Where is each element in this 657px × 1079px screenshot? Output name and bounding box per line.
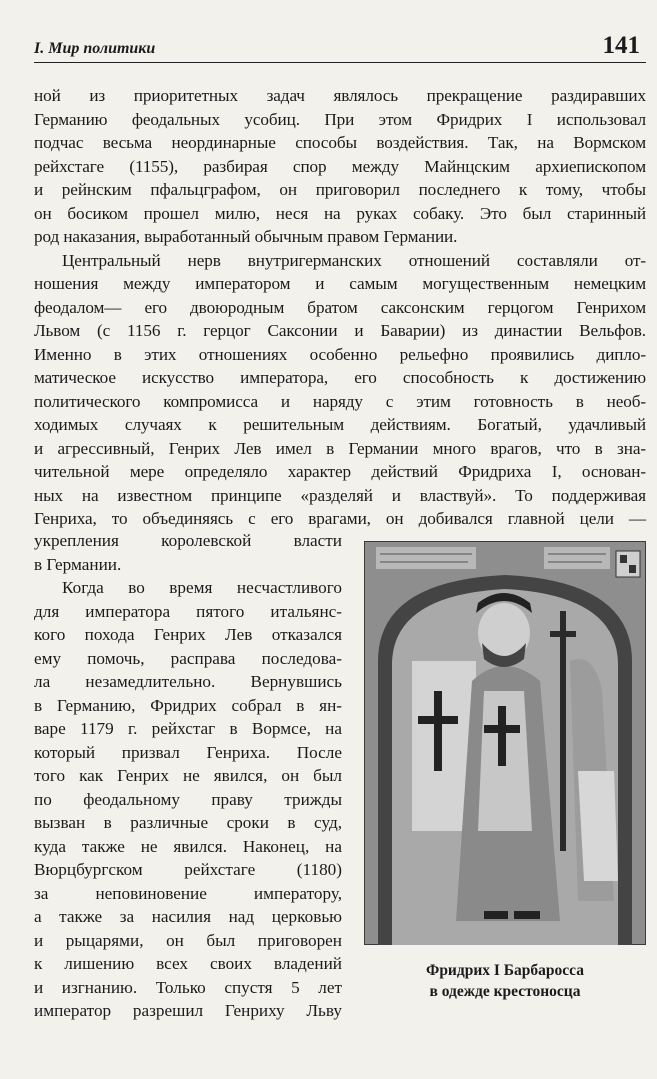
- text-line: а также за насилия над церковью: [34, 907, 342, 926]
- text-line: куда также не явился. Наконец, на: [34, 836, 342, 856]
- text-line: в Германии.: [34, 554, 122, 574]
- text-line: по феодальному праву трижды: [34, 789, 342, 809]
- inscription-left: [376, 547, 476, 569]
- text-line: император разрешил Генриху Льву: [34, 1001, 342, 1020]
- header-rule: [34, 62, 646, 63]
- coat-of-arms-icon: [616, 551, 640, 577]
- paragraph-1: [34, 84, 646, 249]
- text-line: вызван в различные сроки в суд,: [34, 813, 342, 832]
- caption-line: Фридрих I Барбаросса: [426, 962, 584, 979]
- text-line: ных на известном принципе «разделяй и властвуй». То поддерживая: [34, 485, 646, 505]
- column-text: [34, 529, 342, 1023]
- text-line: и рыцарями, он был приговорен: [34, 930, 342, 950]
- text-line: рейхстаге (1155), разбирая спор между Майнцским архиепископом: [34, 156, 646, 176]
- text-line: того как Генрих не явился, он был: [34, 766, 342, 785]
- text-line: к лишению всех своих владений: [34, 954, 342, 973]
- staff: [560, 611, 566, 851]
- text-line: Германию феодальных усобиц. При этом Фридрих I использовал: [34, 109, 646, 129]
- text-line: политического компромисса и наряду с этим готовность в необ-: [34, 391, 646, 411]
- text-line: он босиком прошел милю, неся на руках собаку. Это был старинный: [34, 203, 646, 223]
- text-line: матическое искусство императора, его способность к достижению: [34, 368, 646, 387]
- text-line: и изгнанию. Только спустя 5 лет: [34, 977, 342, 997]
- text-line: укрепления королевской власти: [34, 531, 342, 550]
- text-line: Вюрцбургском рейхстаге (1180): [34, 860, 342, 879]
- text-line: и агрессивный, Генрих Лев имел в Германии много врагов, что в зна-: [34, 438, 646, 458]
- text-line: который призвал Генриха. После: [34, 742, 342, 762]
- illustration-drawing: [364, 541, 646, 945]
- text-line: Когда во время несчастливого: [62, 578, 342, 597]
- text-line: Центральный нерв внутригерманских отношений составляли от-: [62, 250, 646, 270]
- text-line: ему помочь, расправа последова-: [34, 648, 342, 668]
- text-line: для императора пятого итальянс-: [34, 601, 342, 621]
- caption-line: в одежде крестоносца: [429, 983, 581, 1000]
- text-line: ходимых случаях к решительным действиям. Богатый, удачливый: [34, 415, 646, 434]
- page-header: [34, 30, 646, 64]
- text-line: и рейнским пфальцграфом, он приговорил последнего к тому, чтобы: [34, 180, 646, 199]
- text-line: Генриха, то объединяясь с его врагами, он добивался главной цели —: [34, 509, 646, 528]
- full-width-text: [34, 84, 646, 531]
- text-line: за неповиновение императору,: [34, 883, 342, 903]
- text-line: род наказания, выработанный обычным правом Германии.: [34, 227, 458, 246]
- text-line: ношения между императором и самым могущественным немецким: [34, 274, 646, 293]
- text-line: варе 1179 г. рейхстаг в Вормсе, на: [34, 719, 342, 738]
- text-line: Именно в этих отношениях особенно рельефно проявились дипло-: [34, 344, 646, 364]
- text-line: чительной мере определяло характер действий Фридриха I, основан-: [34, 462, 646, 481]
- text-line: Львом (с 1156 г. герцог Саксонии и Баварии) из династии Вельфов.: [34, 321, 646, 340]
- running-head: I. Мир политики: [34, 40, 156, 57]
- text-line: подчас весьма неординарные способы воздействия. Так, на Вормском: [34, 133, 646, 152]
- text-line: в Германию, Фридрих собрал в ян-: [34, 695, 342, 715]
- paragraph-2: [34, 249, 646, 531]
- text-line: кого похода Генрих Лев отказался: [34, 625, 342, 644]
- page-number: 141: [602, 32, 640, 59]
- text-line: ла незамедлительно. Вернувшись: [34, 672, 342, 691]
- inscription-right: [544, 547, 610, 569]
- figure-caption: [364, 960, 646, 1002]
- text-line: феодалом— его двоюродным братом саксонским герцогом Генрихом: [34, 297, 646, 317]
- text-line: ной из приоритетных задач являлось прекращение раздиравших: [34, 86, 646, 105]
- illustration-barbarossa: [364, 541, 646, 945]
